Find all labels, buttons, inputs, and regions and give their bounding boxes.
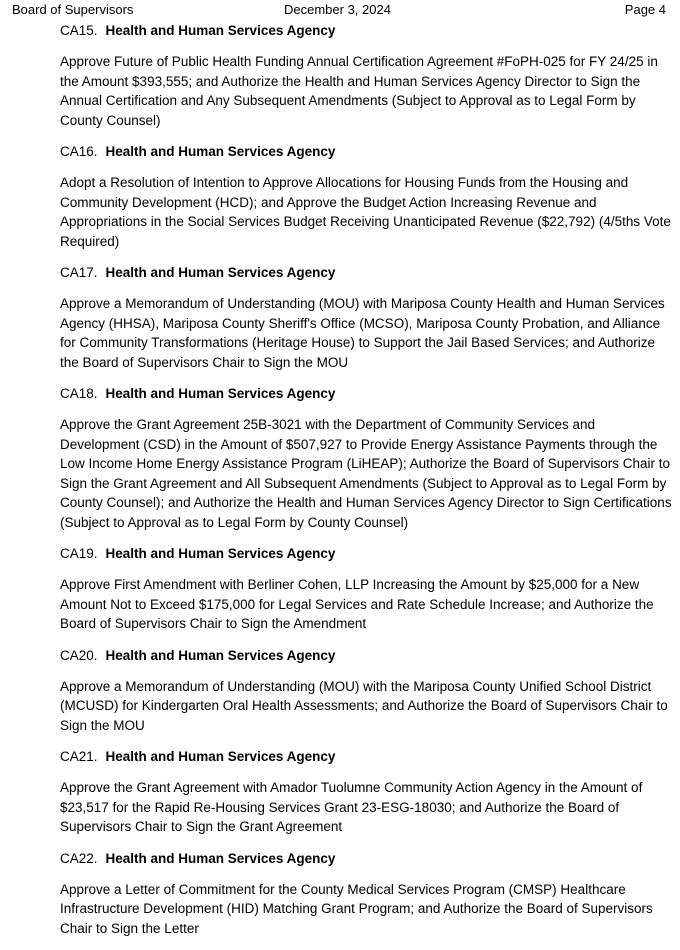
- agenda-item-heading: [60, 747, 672, 767]
- agenda-item: [60, 142, 672, 251]
- agenda-item-text: Approve a Memorandum of Understanding (MOU) with Mariposa County Health and Human Services Agency (HHSA), Mariposa County Sheriff's Office (MCSO), Mariposa County Probation, and Alliance for Community Transformations (Heritage House) to Support the Jail Based Services; and Authorize the Board of Supervisors Chair to Sign the MOU: [60, 296, 665, 370]
- agenda-item-department: Health and Human Services Agency: [105, 265, 336, 280]
- agenda-item-text: Approve Future of Public Health Funding Annual Certification Agreement #FoPH-025 for FY 24/25 in the Amount $393,555; and Authorize the Health and Human Services Agency Director to Sign the Annual Certification and Any Subsequent Amendments (Subject to Approval as to Legal Form by County Counsel): [60, 54, 658, 128]
- header-date: December 3, 2024: [284, 2, 391, 17]
- agenda-item-heading: [60, 384, 672, 404]
- agenda-item-heading: [60, 142, 672, 162]
- agenda-item-heading: [60, 849, 672, 869]
- agenda-item-text: Approve the Grant Agreement with Amador Tuolumne Community Action Agency in the Amount of $23,517 for the Rapid Re-Housing Services Grant 23-ESG-18030; and Authorize the Board of Supervisors Chair to Sign the Grant Agreement: [60, 780, 643, 834]
- agenda-item-heading: [60, 263, 672, 283]
- consent-agenda-list: [60, 21, 672, 950]
- agenda-item-number: CA22.: [60, 850, 98, 866]
- agenda-item-department: Health and Human Services Agency: [105, 386, 336, 401]
- agenda-item: [60, 646, 672, 736]
- agenda-item-department: Health and Human Services Agency: [105, 23, 336, 38]
- agenda-item: [60, 544, 672, 634]
- header-board-name: Board of Supervisors: [12, 2, 134, 17]
- agenda-item-number: CA19.: [60, 546, 98, 561]
- agenda-item-text: Approve a Memorandum of Understanding (MOU) with the Mariposa County Unified School District (MCUSD) for Kindergarten Oral Health Assessments; and Authorize the Board of Supervisors Chair to Sign the MOU: [60, 678, 668, 733]
- header-page-number: Page 4: [624, 2, 666, 17]
- agenda-item-text: Approve a Letter of Commitment for the County Medical Services Program (CMSP) Healthcare Infrastructure Development (HID) Matching Grant Program; and Authorize the Board of Supervisors Chair to Sign the Letter: [60, 881, 653, 936]
- agenda-item-department: Health and Human Services Agency: [105, 647, 336, 663]
- agenda-item-number: CA17.: [60, 265, 98, 280]
- page-header: [0, 0, 680, 20]
- agenda-item-department: Health and Human Services Agency: [105, 850, 336, 866]
- agenda-item-text: Approve the Grant Agreement 25B-3021 with the Department of Community Services and Development (CSD) in the Amount of $507,927 to Provide Energy Assistance Payments through the Low Income Home Energy Assistance Program (LiHEAP); Authorize the Board of Supervisors Chair to Sign the Grant Agreement and All Subsequent Amendments (Subject to Approval as to Legal Form by County Counsel); and Authorize the Health and Human Services Agency Director to Sign Certifications (Subject to Approval as to Legal Form by County Counsel): [60, 417, 672, 530]
- agenda-item: [60, 21, 672, 130]
- agenda-item-text: Adopt a Resolution of Intention to Approve Allocations for Housing Funds from the Housing and Community Development (HCD); and Approve the Budget Action Increasing Revenue and Appropriations in the Social Services Budget Receiving Unanticipated Revenue ($22,792) (4/5ths Vote Required): [60, 175, 671, 249]
- agenda-item-number: CA20.: [60, 647, 98, 663]
- agenda-item-department: Health and Human Services Agency: [105, 144, 336, 159]
- agenda-item-number: CA16.: [60, 144, 98, 159]
- agenda-item: [60, 384, 672, 532]
- agenda-item: [60, 263, 672, 372]
- agenda-item-department: Health and Human Services Agency: [105, 749, 336, 764]
- agenda-item-number: CA18.: [60, 386, 98, 401]
- agenda-item-department: Health and Human Services Agency: [105, 546, 336, 561]
- agenda-item: [60, 849, 672, 939]
- agenda-item-heading: [60, 646, 672, 666]
- agenda-item-number: CA15.: [60, 23, 98, 38]
- agenda-item-heading: [60, 21, 672, 41]
- agenda-item: [60, 747, 672, 837]
- agenda-item-text: Approve First Amendment with Berliner Cohen, LLP Increasing the Amount by $25,000 for a New Amount Not to Exceed $175,000 for Legal Services and Rate Schedule Increase; and Authorize the Board of Supervisors Chair to Sign the Amendment: [60, 577, 654, 631]
- agenda-item-number: CA21.: [60, 749, 98, 764]
- agenda-item-heading: [60, 544, 672, 564]
